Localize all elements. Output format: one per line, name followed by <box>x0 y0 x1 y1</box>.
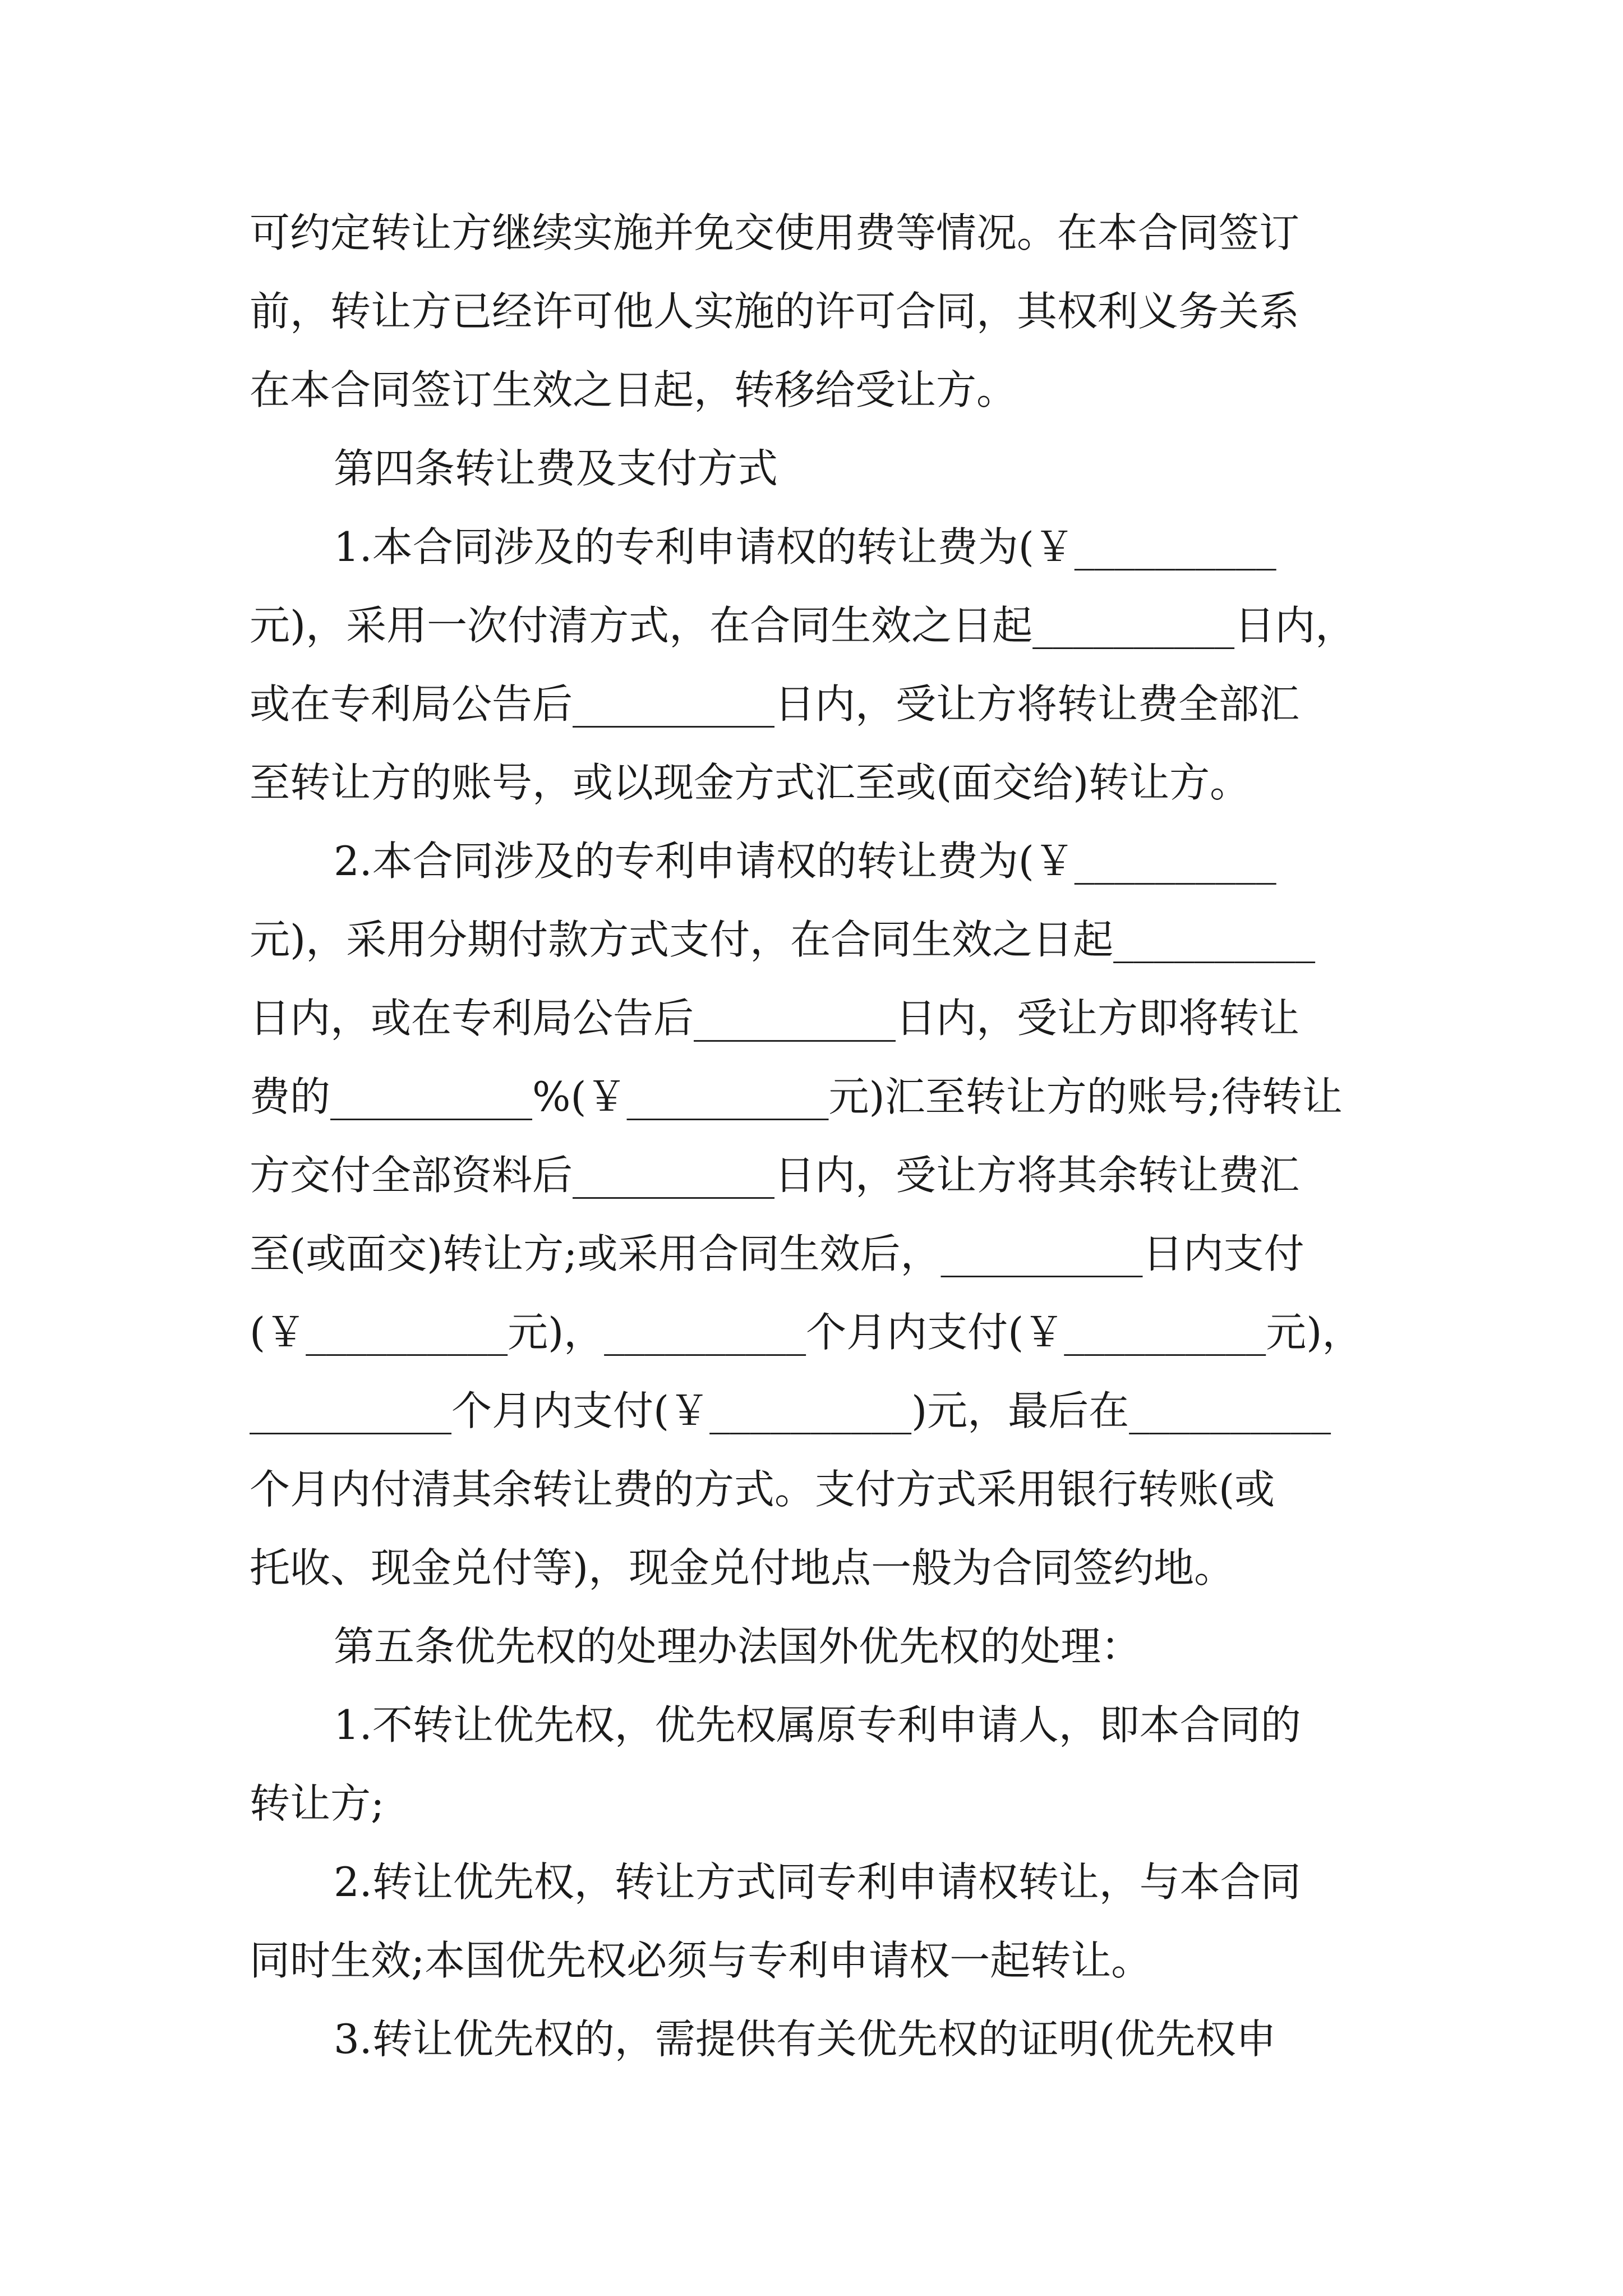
clause-line: 元)，采用一次付清方式，在合同生效之日起__________日内， <box>250 602 1356 649</box>
clause-line: 2.本合同涉及的专利申请权的转让费为(￥__________ <box>334 838 1276 885</box>
clause-line: 同时生效;本国优先权必须与专利申请权一起转让。 <box>250 1937 1152 1984</box>
section-heading-4: 第四条转让费及支付方式 <box>334 445 778 492</box>
clause-line: 至(或面交)转让方;或采用合同生效后，__________日内支付 <box>250 1230 1304 1277</box>
clause-line: 1.本合同涉及的专利申请权的转让费为(￥__________ <box>334 523 1276 570</box>
clause-line: 转让方; <box>250 1780 385 1827</box>
clause-line: 个月内付清其余转让费的方式。支付方式采用银行转账(或 <box>250 1466 1275 1513</box>
paragraph-line: 在本合同签订生效之日起，转移给受让方。 <box>250 366 1017 413</box>
section-heading-5: 第五条优先权的处理办法国外优先权的处理： <box>334 1623 1142 1670</box>
clause-line: 2.转让优先权，转让方式同专利申请权转让，与本合同 <box>334 1858 1301 1906</box>
clause-line: 至转让方的账号，或以现金方式汇至或(面交给)转让方。 <box>250 759 1251 806</box>
clause-line: 元)，采用分期付款方式支付，在合同生效之日起__________ <box>250 916 1316 963</box>
clause-line: 方交付全部资料后__________日内，受让方将其余转让费汇 <box>250 1152 1300 1199</box>
paragraph-line: 前，转让方已经许可他人实施的许可合同，其权利义务关系 <box>250 288 1300 335</box>
clause-line: 3.转让优先权的，需提供有关优先权的证明(优先权申 <box>334 2016 1276 2063</box>
clause-line: 日内，或在专利局公告后__________日内，受让方即将转让 <box>250 995 1300 1042</box>
paragraph-line: 可约定转让方继续实施并免交使用费等情况。在本合同签订 <box>250 209 1300 256</box>
clause-line: __________个月内支付(￥__________)元，最后在__________ <box>250 1387 1331 1434</box>
clause-line: 费的__________%(￥__________元)汇至转让方的账号;待转让 <box>250 1073 1343 1120</box>
clause-line: 或在专利局公告后__________日内，受让方将转让费全部汇 <box>250 680 1300 728</box>
clause-line: 托收、现金兑付等)，现金兑付地点一般为合同签约地。 <box>250 1544 1235 1591</box>
clause-line: (￥__________元)，__________个月内支付(￥__________元)， <box>250 1309 1363 1356</box>
clause-line: 1.不转让优先权，优先权属原专利申请人，即本合同的 <box>334 1701 1301 1749</box>
